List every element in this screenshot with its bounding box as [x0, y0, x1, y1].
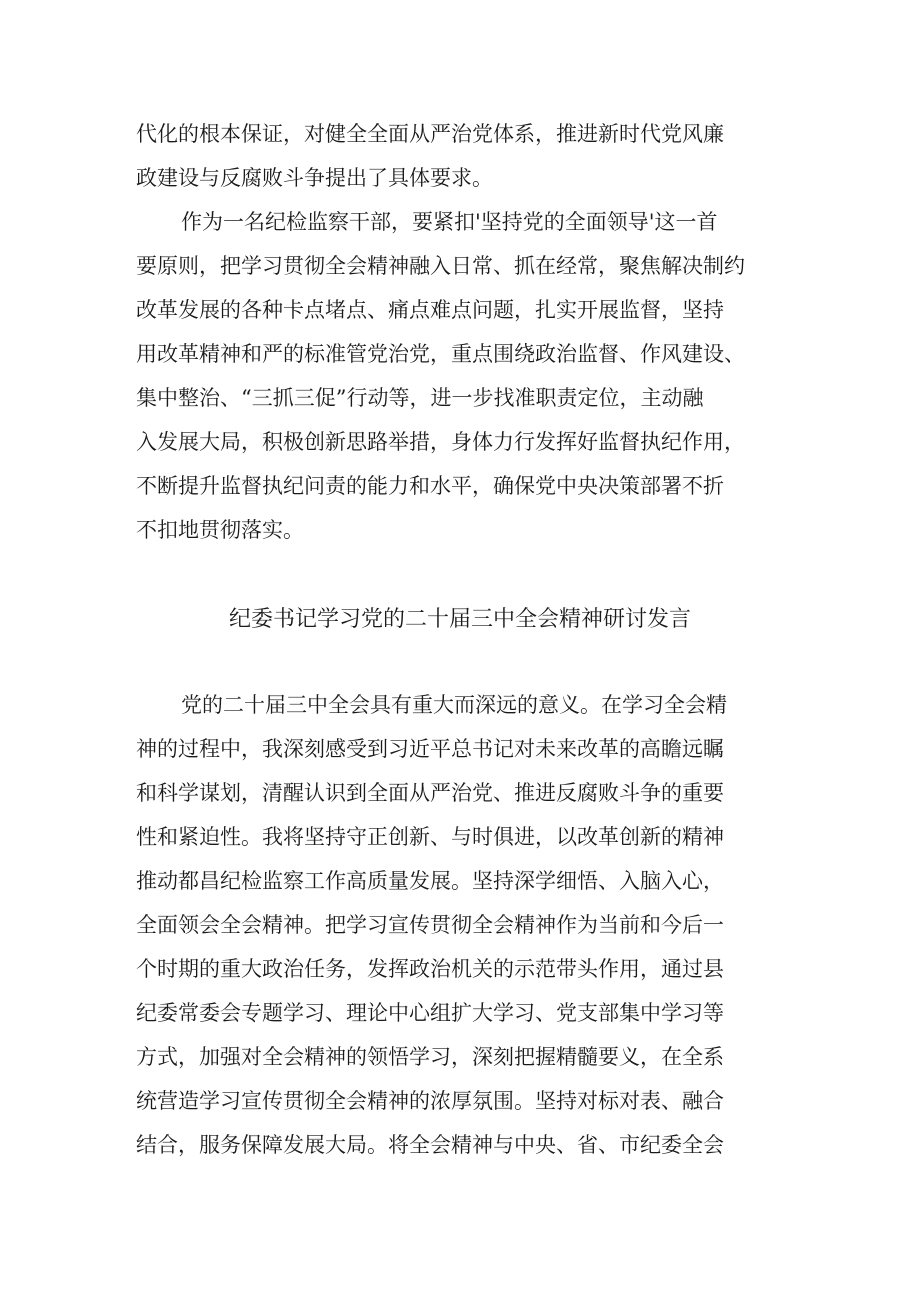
paragraph-3-line-9: 方式，加强对全会精神的领悟学习，深刻把握精髓要义，在全系: [136, 1045, 724, 1069]
paragraph-3-line-7: 个时期的重大政治任务，发挥政治机关的示范带头作用，通过县: [136, 957, 724, 981]
paragraph-3-line-4: 性和紧迫性。我将坚持守正创新、与时俱进，以改革创新的精神: [136, 825, 724, 849]
section-title: 纪委书记学习党的二十届三中全会精神研讨发言: [228, 607, 691, 632]
paragraph-2-line-7: 不断提升监督执纪问责的能力和水平，确保党中央决策部署不折: [136, 474, 724, 498]
paragraph-1-line-2: 政建设与反腐败斗争提出了具体要求。: [136, 166, 493, 190]
paragraph-3-line-10: 统营造学习宣传贯彻全会精神的浓厚氛围。坚持对标对表、融合: [136, 1089, 724, 1113]
paragraph-3-line-5: 推动都昌纪检监察工作高质量发展。坚持深学细悟、入脑入心，: [136, 869, 724, 893]
paragraph-2-line-1: 作为一名纪检监察干部，要紧扣'坚持党的全面领导'这一首: [181, 210, 718, 234]
paragraph-2-line-3: 改革发展的各种卡点堵点、痛点难点问题，扎实开展监督，坚持: [136, 298, 724, 322]
paragraph-3-line-11: 结合，服务保障发展大局。将全会精神与中央、省、市纪委全会: [136, 1133, 724, 1157]
paragraph-2-line-8: 不扣地贯彻落实。: [136, 518, 304, 542]
paragraph-3-line-6: 全面领会全会精神。把学习宣传贯彻全会精神作为当前和今后一: [136, 913, 724, 937]
paragraph-2-line-5: 集中整治、“三抓三促”行动等，进一步找准职责定位，主动融: [136, 386, 704, 410]
paragraph-3-line-1: 党的二十届三中全会具有重大而深远的意义。在学习全会精: [181, 693, 727, 717]
paragraph-3-line-2: 神的过程中，我深刻感受到习近平总书记对未来改革的高瞻远瞩: [136, 737, 724, 761]
paragraph-1-line-1: 代化的根本保证，对健全全面从严治党体系，推进新时代党风廉: [136, 122, 724, 146]
paragraph-2-line-4: 用改革精神和严的标准管党治党，重点围绕政治监督、作风建设、: [136, 342, 745, 366]
paragraph-2-line-2: 要原则，把学习贯彻全会精神融入日常、抓在经常，聚焦解决制约: [136, 254, 745, 278]
paragraph-2-line-6: 入发展大局，积极创新思路举措，身体力行发挥好监督执纪作用，: [136, 430, 745, 454]
paragraph-3-line-8: 纪委常委会专题学习、理论中心组扩大学习、党支部集中学习等: [136, 1001, 724, 1025]
paragraph-3-line-3: 和科学谋划，清醒认识到全面从严治党、推进反腐败斗争的重要: [136, 781, 724, 805]
